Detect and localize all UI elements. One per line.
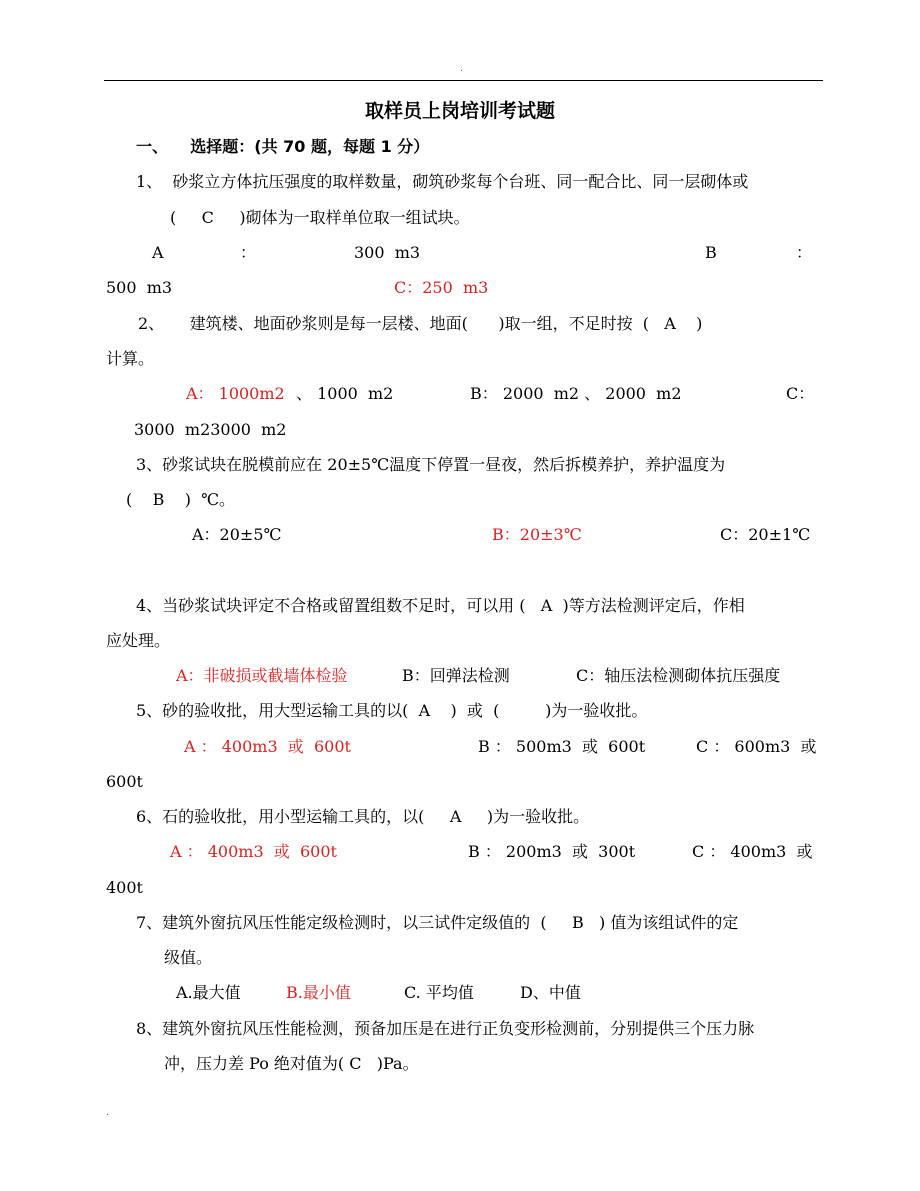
question-7-option-a: A.最大值	[176, 983, 241, 1002]
question-4-option-a-answer: A：非破损或截墙体检验	[176, 666, 348, 685]
question-1-line-1: 1、 砂浆立方体抗压强度的取样数量，砌筑砂浆每个台班、同一配合比、同一层砌体或	[136, 172, 749, 191]
question-2-option-a-answer: A： 1000m2	[186, 384, 285, 403]
question-4-option-c: C：轴压法检测砌体抗压强度	[576, 666, 781, 685]
footer-dot: .	[106, 1108, 109, 1118]
question-3-line-2: ( B ) ℃。	[126, 490, 236, 509]
header-dot: .	[460, 64, 463, 74]
question-6-option-c-continued: 400t	[106, 878, 143, 897]
header-rule	[104, 80, 823, 81]
question-2-option-c-value: 3000 m23000 m2	[134, 420, 287, 439]
question-6-line-1: 6、石的验收批，用小型运输工具的，以( A )为一验收批。	[136, 807, 590, 826]
question-7-option-d: D、中值	[520, 983, 581, 1002]
section-heading: 一、 选择题：(共 70 题，每题 1 分）	[136, 137, 430, 156]
question-3-line-1: 3、砂浆试块在脱模前应在 20±5℃温度下停置一昼夜，然后拆模养护，养护温度为	[136, 455, 726, 474]
question-3-option-a: A：20±5℃	[192, 525, 282, 544]
question-2-line-1: 2、 建筑楼、地面砂浆则是每一层楼、地面( )取一组，不足时按 ( A )	[138, 314, 703, 333]
question-7-line-1: 7、建筑外窗抗风压性能定级检测时，以三试件定级值的 ( B ) 值为该组试件的定	[136, 913, 739, 932]
question-5-line-1: 5、砂的验收批，用大型运输工具的以( A ) 或 ( )为一验收批。	[136, 701, 648, 720]
question-1-option-a-colon: ：	[240, 243, 257, 262]
question-4-line-1: 4、当砂浆试块评定不合格或留置组数不足时，可以用 ( A )等方法检测评定后，作相	[136, 596, 745, 615]
question-4-option-b: B：回弹法检测	[402, 666, 510, 685]
question-1-option-a-value: 300 m3	[354, 243, 421, 262]
question-2-option-b: B： 2000 m2 、 2000 m2	[470, 384, 682, 403]
question-1-line-2: ( C )砌体为一取样单位取一组试块。	[170, 208, 470, 227]
question-1-option-a-label: A	[152, 243, 164, 262]
question-5-option-c-continued: 600t	[106, 772, 143, 791]
question-4-line-2: 应处理。	[106, 631, 171, 650]
question-8-line-2: 冲，压力差 Po 绝对值为( C )Pa。	[164, 1054, 419, 1073]
question-6-option-c: C ： 400m3 或	[692, 842, 813, 861]
question-7-option-b-answer: B.最小值	[286, 983, 351, 1002]
question-7-line-2: 级值。	[164, 948, 213, 967]
question-7-option-c: C. 平均值	[404, 983, 474, 1002]
question-5-option-b: B ： 500m3 或 600t	[478, 737, 646, 756]
question-2-line-2: 计算。	[106, 349, 155, 368]
question-1-option-c-answer: C：250 m3	[394, 278, 489, 297]
question-1-option-b-colon: ：	[796, 243, 813, 262]
question-1-option-b-label: B	[705, 243, 717, 262]
question-5-option-a-answer: A ： 400m3 或 600t	[184, 737, 351, 756]
question-8-line-1: 8、建筑外窗抗风压性能检测，预备加压是在进行正负变形检测前，分别提供三个压力脉	[136, 1019, 755, 1038]
question-3-option-c: C：20±1℃	[720, 525, 811, 544]
question-1-option-b-value: 500 m3	[106, 278, 173, 297]
question-2-option-c-label: C：	[786, 384, 815, 403]
question-3-option-b-answer: B：20±3℃	[492, 525, 582, 544]
question-2-option-a-rest: 、 1000 m2	[296, 384, 394, 403]
page-title: 取样员上岗培训考试题	[364, 100, 555, 122]
question-6-option-b: B ： 200m3 或 300t	[468, 842, 636, 861]
question-6-option-a-answer: A ： 400m3 或 600t	[170, 842, 337, 861]
question-5-option-c: C ： 600m3 或	[696, 737, 817, 756]
